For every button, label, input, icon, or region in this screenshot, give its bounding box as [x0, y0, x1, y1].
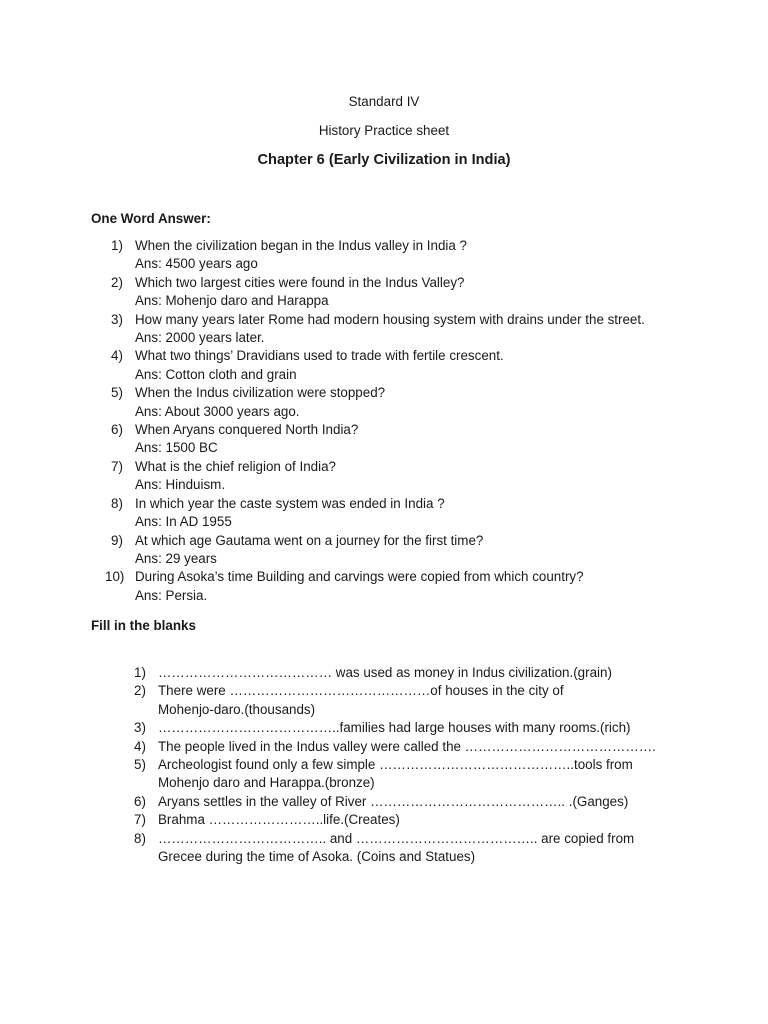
- fill-text: …………………………………..families had large houses with many rooms.(rich): [158, 720, 631, 736]
- answer-text: Ans: Persia.: [135, 587, 208, 603]
- answer-text: Ans: 4500 years ago: [135, 256, 258, 272]
- answer-text: Ans: 2000 years later.: [135, 330, 265, 346]
- fill-item: [134, 719, 694, 737]
- answer-text: Ans: Hinduism.: [135, 477, 226, 493]
- fill-number: 2): [134, 683, 146, 699]
- answer-text: Ans: Cotton cloth and grain: [135, 366, 297, 382]
- standard-label: Standard IV: [348, 94, 420, 109]
- question-item: [105, 311, 725, 348]
- question-item: [105, 274, 725, 311]
- answer-text: Ans: About 3000 years ago.: [135, 403, 300, 419]
- question-text: How many years later Rome had modern housing system with drains under the street.: [135, 311, 645, 327]
- question-number: 8): [111, 495, 123, 511]
- question-item: [105, 495, 725, 532]
- fill-number: 3): [134, 720, 146, 736]
- fill-item: [134, 738, 694, 756]
- question-item: [105, 568, 725, 605]
- fill-blanks-list: [134, 664, 694, 866]
- fill-blanks-heading: Fill in the blanks: [91, 618, 196, 633]
- question-number: 7): [111, 458, 123, 474]
- fill-text: ………………………………… was used as money in Indus civilization.(grain): [158, 665, 612, 680]
- fill-item: [134, 756, 694, 793]
- fill-text-continued: Mohenjo daro and Harappa.(bronze): [158, 775, 375, 791]
- question-text: In which year the caste system was ended in India ?: [135, 495, 445, 511]
- fill-item: [134, 793, 694, 811]
- question-item: [105, 237, 725, 274]
- fill-item: [134, 664, 694, 682]
- question-item: [105, 532, 725, 569]
- fill-item: [134, 830, 694, 867]
- answer-text: Ans: Mohenjo daro and Harappa: [135, 293, 329, 309]
- question-item: [105, 458, 725, 495]
- fill-number: 6): [134, 793, 146, 809]
- question-text: What two things’ Dravidians used to trade with fertile crescent.: [135, 348, 504, 364]
- fill-text-continued: Mohenjo-daro.(thousands): [158, 701, 316, 717]
- fill-text: ……………………………….. and ………………………………….. are copied from: [158, 830, 635, 846]
- question-text: When the Indus civilization were stopped?: [135, 385, 386, 401]
- fill-number: 7): [134, 812, 146, 828]
- fill-number: 1): [134, 665, 146, 680]
- question-number: 6): [111, 422, 123, 438]
- fill-item: [134, 811, 694, 829]
- fill-number: 4): [134, 738, 146, 754]
- answer-text: Ans: In AD 1955: [135, 514, 232, 530]
- one-word-heading: One Word Answer:: [91, 211, 211, 226]
- answer-text: Ans: 29 years: [135, 550, 217, 566]
- fill-number: 8): [134, 830, 146, 846]
- question-number: 9): [111, 532, 123, 548]
- question-text: When Aryans conquered North India?: [135, 422, 359, 438]
- fill-number: 5): [134, 757, 146, 773]
- fill-text-continued: Grecee during the time of Asoka. (Coins and Statues): [158, 849, 476, 865]
- one-word-list: [105, 237, 725, 605]
- question-item: [105, 421, 725, 458]
- subject-label: History Practice sheet: [318, 123, 450, 138]
- answer-text: Ans: 1500 BC: [135, 440, 218, 456]
- question-number: 4): [111, 348, 123, 364]
- fill-text: Brahma ……………………..life.(Creates): [158, 812, 400, 828]
- question-text: Which two largest cities were found in the Indus Valley?: [135, 274, 465, 290]
- question-text: When the civilization began in the Indus valley in India ?: [135, 238, 467, 253]
- question-number: 3): [111, 311, 123, 327]
- fill-text: There were ………………………………………of houses in the city of: [158, 683, 564, 699]
- chapter-title: Chapter 6 (Early Civilization in India): [257, 152, 511, 168]
- question-number: 1): [111, 238, 123, 253]
- question-item: [105, 347, 725, 384]
- question-text: What is the chief religion of India?: [135, 458, 336, 474]
- question-text: During Asoka’s time Building and carvings were copied from which country?: [135, 569, 584, 585]
- fill-text: Aryans settles in the valley of River …………………………………….. .(Ganges): [158, 793, 629, 809]
- fill-item: [134, 682, 694, 719]
- question-number: 2): [111, 274, 123, 290]
- question-number: 5): [111, 385, 123, 401]
- fill-text: Archeologist found only a few simple ……………………………………..tools from: [158, 757, 633, 773]
- question-item: [105, 384, 725, 421]
- fill-text: The people lived in the Indus valley were called the …………………………………….: [158, 738, 656, 754]
- question-number: 10): [105, 569, 125, 585]
- question-text: At which age Gautama went on a journey for the first time?: [135, 532, 484, 548]
